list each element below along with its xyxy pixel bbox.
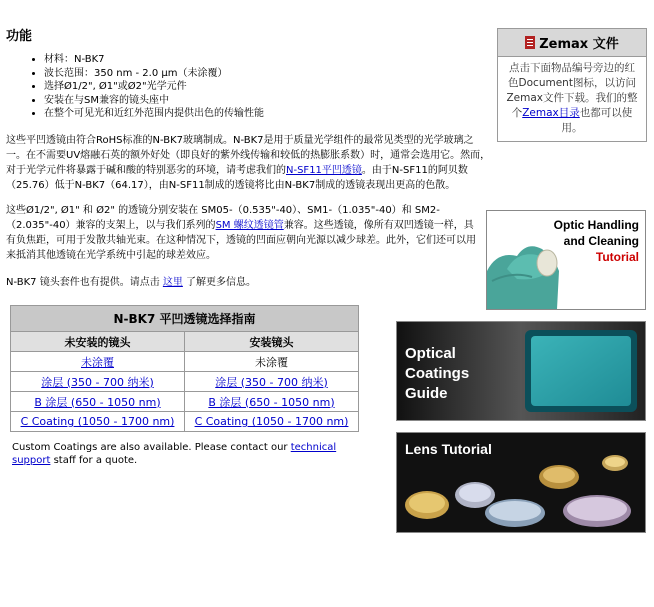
table-cell	[11, 352, 185, 372]
lens-kit-paragraph	[6, 275, 466, 290]
para2-text: 这些Ø1/2", Ø1" 和 Ø2" 的透镜分别安装在 SM05-（0.535"-40）、SM1-（1.035"-40）和 SM2-（2.035"-40）兼容的支架上，以与我们系列的	[6, 205, 440, 231]
feature-item: • 安装在与SM兼容的镜头座中	[44, 94, 324, 108]
table-cell	[185, 392, 359, 412]
lens-tutorial-banner[interactable]	[396, 432, 646, 533]
handling-line-2: and Cleaning	[563, 234, 639, 248]
optical-coatings-guide-banner[interactable]	[396, 321, 646, 421]
unmounted-uncoated-link[interactable]: 未涂覆	[81, 355, 114, 369]
table-row	[11, 392, 359, 412]
unmounted-c-coating-link[interactable]: C Coating (1050 - 1700 nm)	[20, 415, 175, 428]
coatings-line-1: Optical	[405, 345, 456, 362]
handling-line-1: Optic Handling	[553, 218, 639, 232]
lens-kit-link[interactable]: 这里	[162, 277, 183, 288]
zemax-text: 点击下面物品编号旁边的红色Document图标，以访问Zemax文件下载。我们的整个	[506, 62, 638, 119]
para3-text-2: 了解更多信息。	[182, 277, 257, 288]
table-cell	[11, 392, 185, 412]
para3-text: N-BK7 镜头套件也有提供。请点击	[6, 277, 163, 288]
handling-line-3: Tutorial	[595, 250, 639, 264]
guide-caption: N-BK7 平凹透镜选择指南	[11, 306, 359, 332]
zemax-header	[498, 29, 646, 57]
unmounted-a-coating-link[interactable]: 涂层 (350 - 700 纳米)	[41, 375, 154, 389]
table-row	[11, 412, 359, 432]
zemax-text-2: 也都可以使用。	[561, 107, 633, 134]
coatings-banner-text	[405, 344, 469, 404]
zemax-catalog-link[interactable]: Zemax目录	[522, 107, 580, 119]
mounted-a-coating-link[interactable]: 涂层 (350 - 700 纳米)	[215, 375, 328, 389]
table-cell	[11, 372, 185, 392]
table-cell	[185, 372, 359, 392]
feature-item: • 选择Ø1/2", Ø1"或Ø2"光学元件	[44, 80, 324, 94]
page-title: 功能	[6, 29, 33, 44]
optic-handling-tutorial-banner[interactable]	[486, 210, 646, 310]
technical-support-link[interactable]: technical support	[12, 442, 337, 466]
selection-guide-table	[10, 305, 359, 432]
document-icon	[525, 36, 535, 49]
zemax-files-box	[497, 28, 647, 142]
lens-tutorial-text: Lens Tutorial	[405, 441, 492, 457]
table-cell	[185, 412, 359, 432]
feature-item: • 在整个可见光和近红外范围内提供出色的传输性能	[44, 107, 324, 121]
description-paragraph-2	[6, 203, 482, 263]
features-list	[26, 53, 324, 121]
n-sf11-link[interactable]: N-SF11平凹透镜	[286, 165, 362, 176]
description-paragraph-1	[6, 133, 492, 193]
table-row	[11, 352, 359, 372]
custom-text-2: staff for a quote.	[50, 455, 138, 466]
para2-text-2: 兼容。这些透镜，像所有双凹透镜一样，具有负焦距，可用于发散共轴光束。在这种情况下，透镜的凹面应朝向光源以减少球差。此外，它们还可以用来抵消其他透镜在光学系统中引起的球差效应。	[6, 220, 476, 261]
coatings-line-2: Coatings	[405, 365, 470, 382]
unmounted-b-coating-link[interactable]: B 涂层 (650 - 1050 nm)	[34, 395, 161, 409]
zemax-header-label: Zemax 文件	[539, 37, 619, 52]
zemax-body	[498, 57, 646, 140]
custom-text: Custom Coatings are also available. Please contact our	[12, 442, 291, 453]
col-header-unmounted: 未安装的镜头	[11, 332, 185, 352]
para1-text: 这些平凹透镜由符合RoHS标准的N-BK7玻璃制成。N-BK7是用于质量光学组件的最常见类型的光学玻璃之一。在不需要UV熔融石英的额外好处（即良好的紫外线传输和较低的热膨胀系数）时，通常会选用它。然而，对于光学元件将暴露于碱和酸的特别恶劣的环境，请考虑我们的	[6, 135, 491, 176]
custom-coatings-note	[12, 441, 342, 467]
para1-text-2: 。由于N-SF11的阿贝数（25.76）低于N-BK7（64.17），由N-SF11制成的透镜将比由N-BK7制成的透镜表现出更高的色散。	[6, 165, 468, 191]
table-row	[11, 372, 359, 392]
feature-item: • 材料：N-BK7	[44, 53, 324, 67]
feature-item: • 波长范围：350 nm - 2.0 µm（未涂覆）	[44, 67, 324, 81]
mounted-c-coating-link[interactable]: C Coating (1050 - 1700 nm)	[194, 415, 349, 428]
col-header-mounted: 安装镜头	[185, 332, 359, 352]
coatings-line-3: Guide	[405, 385, 448, 402]
handling-banner-text	[554, 217, 639, 265]
mounted-uncoated-cell: 未涂覆	[185, 352, 359, 372]
table-cell	[11, 412, 185, 432]
sm-lens-tubes-link[interactable]: SM 螺纹透镜管	[215, 220, 284, 231]
mounted-b-coating-link[interactable]: B 涂层 (650 - 1050 nm)	[208, 395, 335, 409]
